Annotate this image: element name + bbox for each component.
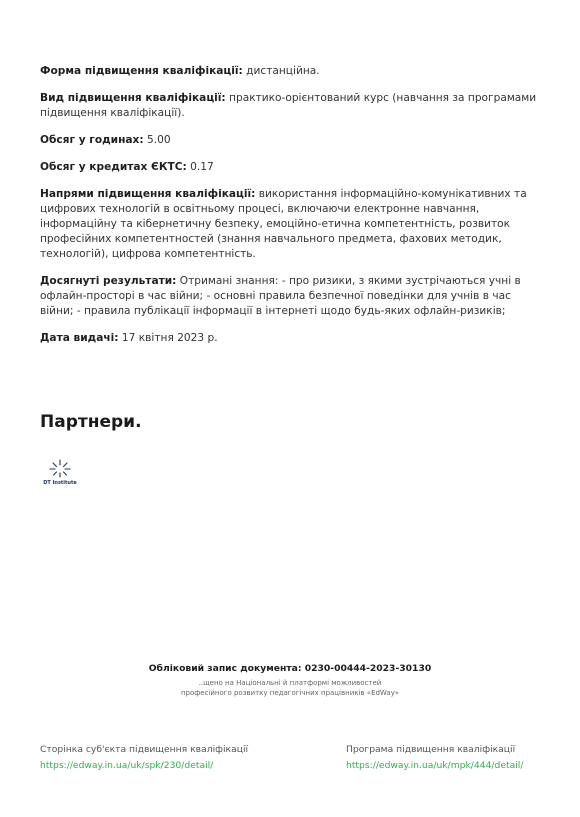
field-value: 0.17	[190, 161, 214, 173]
field-label: Вид підвищення кваліфікації:	[40, 92, 226, 104]
footer-program-label: Програма підвищення кваліфікації	[346, 744, 516, 755]
record-note-line-1: ..щено на Національні й платформі можливостей	[198, 679, 382, 687]
field-value: Отримані знання: - про ризики, з якими зустрічаються учні в офлайн-просторі в час війни; - основні правила безпечної поведінки для учнів в час війни; - правила публікації інформації в інтернеті щодо будь-яких офлайн-ризиків;	[40, 275, 521, 317]
footer-provider-label: Сторінка суб'єкта підвищення кваліфікації	[40, 744, 249, 755]
field-value: 5.00	[147, 134, 171, 146]
field-type	[40, 91, 540, 121]
record-number: 0230-00444-2023-30130	[304, 663, 432, 674]
field-label: Форма підвищення кваліфікації:	[40, 65, 243, 77]
footer-provider	[40, 742, 248, 774]
record-note-line-2: професійного розвитку педагогічних працівників «EdWay»	[180, 689, 399, 697]
field-hours	[40, 133, 540, 148]
field-label: Дата видачі:	[40, 332, 119, 344]
field-issue-date	[40, 331, 540, 346]
qualification-details	[40, 64, 540, 358]
partner-logo-text: DT Institute	[43, 480, 77, 486]
field-form	[40, 64, 540, 79]
footer-program-link[interactable]: https://edway.in.ua/uk/mpk/444/detail/	[346, 760, 524, 771]
field-value: 17 квітня 2023 р.	[121, 332, 218, 344]
partners-heading: Партнери.	[40, 412, 142, 432]
footer-program	[346, 742, 523, 774]
footer-provider-link[interactable]: https://edway.in.ua/uk/spk/230/detail/	[40, 760, 214, 771]
burst-icon	[40, 456, 80, 480]
field-label: Обсяг у годинах:	[40, 134, 144, 146]
document-record	[0, 663, 580, 674]
record-label: Обліковий запис документа:	[148, 663, 302, 674]
field-results	[40, 274, 540, 319]
partner-logo	[40, 456, 80, 490]
field-credits	[40, 160, 540, 175]
field-directions	[40, 187, 540, 262]
field-label: Напрями підвищення кваліфікації:	[40, 188, 256, 200]
field-value: практико-орієнтований курс (навчання за програмами підвищення кваліфікації).	[40, 92, 537, 119]
field-label: Обсяг у кредитах ЄКТС:	[40, 161, 187, 173]
field-label: Досягнуті результати:	[40, 275, 177, 287]
field-value: використання інформаційно-комунікативних та цифрових технологій в освітньому процесі, включаючи електронне навчання, інформаційну та кібернетичну безпеку, емоційно-етична компетентність, розвиток професійних компетентностей (знання навчального предмета, фахових методик, технологій), цифрова компетентність.	[40, 188, 527, 260]
field-value: дистанційна.	[246, 65, 320, 77]
